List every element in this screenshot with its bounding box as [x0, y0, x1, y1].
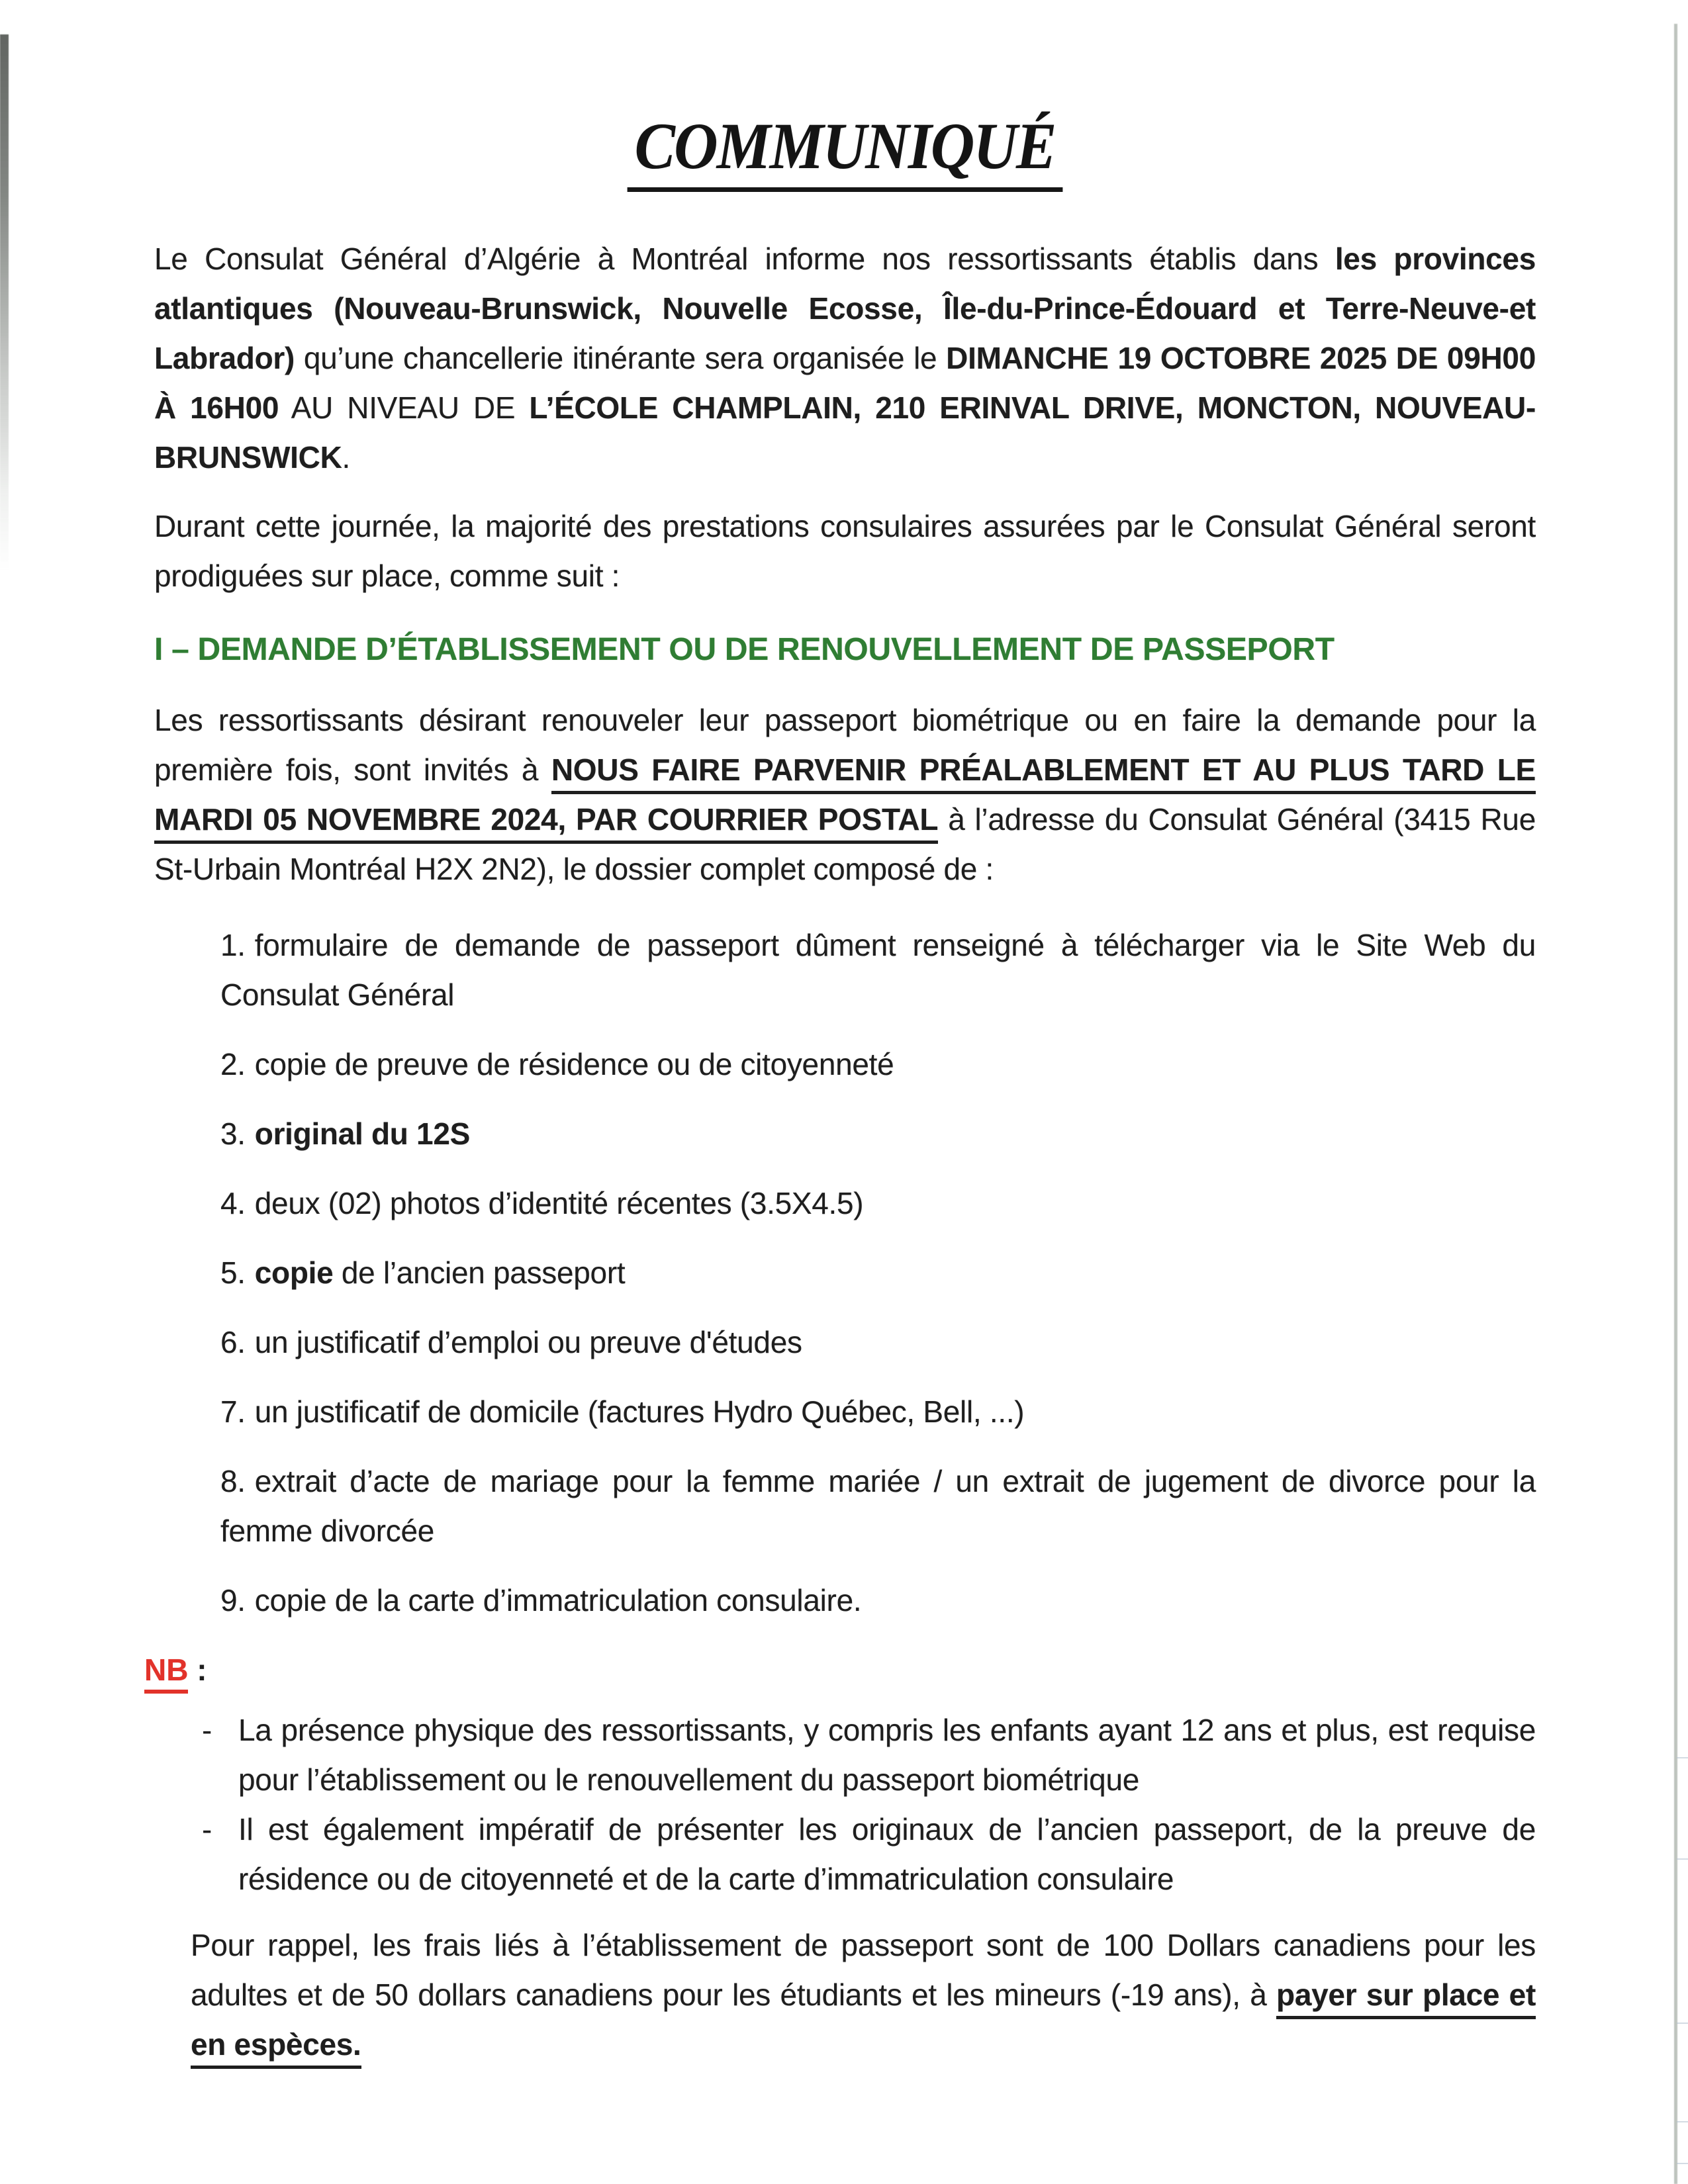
item-text: deux (02) photos d’identité récentes (3.5X4.5) [254, 1186, 864, 1220]
item-number: 9. [220, 1583, 246, 1617]
dash-bullet: - [202, 1713, 212, 1747]
passport-instructions-paragraph [154, 696, 1536, 894]
item-text: copie de preuve de résidence ou de citoyenneté [254, 1047, 894, 1081]
intro-date-bold: DIMANCHE 19 OCTOBRE 2025 DE 09H00 À 16H00 [154, 341, 1536, 425]
list-item [220, 1318, 1536, 1367]
list-item [220, 1109, 1536, 1159]
item-number: 5. [220, 1255, 246, 1290]
required-documents-list [220, 921, 1536, 1625]
intro-text: Le Consulat Général d’Algérie à Montréal informe nos ressortissants établis dans [154, 242, 1335, 276]
item-number: 3. [220, 1116, 246, 1151]
dash-bullet: - [202, 1812, 212, 1846]
item-number: 1. [220, 928, 246, 962]
note-text: La présence physique des ressortissants, y compris les enfants ayant 12 ans et plus, est requise pour l’établissement ou le renouvellement du passeport biométrique [238, 1713, 1536, 1797]
intro-text: . [342, 440, 350, 475]
list-item [220, 921, 1536, 1020]
intro-text: qu’une chancellerie itinérante sera organisée le [294, 341, 947, 375]
nb-colon: : [188, 1653, 207, 1687]
instructions-text: Les ressortissants désirant renouveler leur passeport biométrique ou en faire la demande pour la première fois, sont invités à [154, 703, 1536, 787]
item-bold: original du 12S [254, 1116, 470, 1151]
intro-text: AU NIVEAU DE [279, 390, 530, 425]
list-item [220, 1040, 1536, 1089]
item-text: de l’ancien passeport [333, 1255, 626, 1290]
item-number: 6. [220, 1325, 246, 1359]
nb-heading [144, 1645, 1536, 1695]
deadline-bold-underline: NOUS FAIRE PARVENIR PRÉALABLEMENT ET AU PLUS TARD LE MARDI 05 NOVEMBRE 2024, PAR COURRIER POSTAL [154, 752, 1536, 844]
section-heading-passeport: I – DEMANDE D’ÉTABLISSEMENT OU DE RENOUVELLEMENT DE PASSEPORT [154, 632, 1335, 667]
list-item [220, 1387, 1536, 1437]
instructions-text: à l’adresse du Consulat Général (3415 Rue St-Urbain Montréal H2X 2N2), le dossier complet composé de : [154, 802, 1536, 886]
intro-provinces-bold: les provinces atlantiques (Nouveau-Brunswick, Nouvelle Ecosse, Île-du-Prince-Édouard et Terre-Neuve-et Labrador) [154, 242, 1536, 375]
item-number: 8. [220, 1464, 246, 1498]
item-text: copie de la carte d’immatriculation consulaire. [254, 1583, 862, 1617]
item-text: un justificatif de domicile (factures Hydro Québec, Bell, ...) [254, 1394, 1025, 1429]
item-text: un justificatif d’emploi ou preuve d'études [254, 1325, 802, 1359]
list-item [202, 1805, 1536, 1904]
title-wrap [154, 111, 1536, 192]
item-bold: copie [254, 1255, 334, 1290]
list-item [220, 1457, 1536, 1556]
intro-paragraph [154, 234, 1536, 482]
list-item [202, 1706, 1536, 1805]
fees-paragraph [191, 1921, 1536, 2070]
services-paragraph: Durant cette journée, la majorité des prestations consulaires assurées par le Consulat Général seront prodiguées sur place, comme suit : [154, 509, 1536, 593]
payment-bold-underline: payer sur place et en espèces. [191, 1978, 1536, 2069]
intro-location-bold: L’ÉCOLE CHAMPLAIN, 210 ERINVAL DRIVE, MONCTON, NOUVEAU-BRUNSWICK [154, 390, 1536, 475]
fees-text: Pour rappel, les frais liés à l’établissement de passeport sont de 100 Dollars canadiens pour les adultes et de 50 dollars canadiens pour les étudiants et les mineurs (-19 ans), à [191, 1928, 1536, 2012]
note-text: Il est également impératif de présenter les originaux de l’ancien passeport, de la preuve de résidence ou de citoyenneté et de la carte d’immatriculation consulaire [238, 1812, 1536, 1896]
nb-label: NB [144, 1653, 188, 1694]
document-title: COMMUNIQUÉ [627, 111, 1062, 192]
item-number: 2. [220, 1047, 246, 1081]
item-number: 7. [220, 1394, 246, 1429]
item-number: 4. [220, 1186, 246, 1220]
nb-notes-list [202, 1706, 1536, 1904]
list-item [220, 1248, 1536, 1298]
item-text: extrait d’acte de mariage pour la femme mariée / un extrait de jugement de divorce pour la femme divorcée [220, 1464, 1536, 1548]
list-item [220, 1179, 1536, 1228]
item-text: formulaire de demande de passeport dûment renseigné à télécharger via le Site Web du Consulat Général [220, 928, 1536, 1012]
list-item [220, 1576, 1536, 1625]
